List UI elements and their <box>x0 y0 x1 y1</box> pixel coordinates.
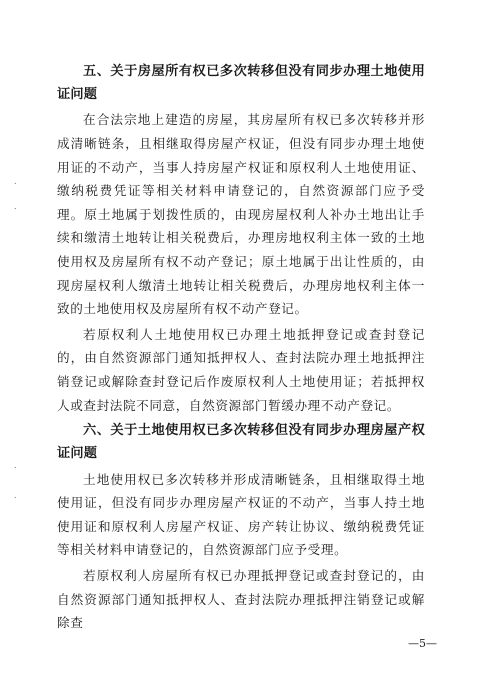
section-5-heading: 五、关于房屋所有权已多次转移但没有同步办理土地使用证问题 <box>57 64 425 103</box>
document-body <box>57 60 425 635</box>
section-6-paragraph-1: 土地使用权已多次转移并形成清晰链条，且相继取得土地使用证，但没有同步办理房屋产权证的不动产，当事人持土地使用证和原权利人房屋产权证、房产转让协议、缴纳税费凭证等相关材料申请登记的，自然资源部门应予受理。 <box>57 471 425 558</box>
section-6-heading: 六、关于土地使用权已多次转移但没有同步办理房屋产权证问题 <box>57 423 425 462</box>
section-6-paragraph-2: 若原权利人房屋所有权已办理抵押登记或查封登记的，由自然资源部门通知抵押权人、查封法院办理抵押注销登记或解除查 <box>57 567 425 631</box>
margin-mark: . <box>14 202 17 211</box>
section-5-paragraph-2: 若原权利人土地使用权已办理土地抵押登记或查封登记的，由自然资源部门通知抵押权人、查封法院办理土地抵押注销登记或解除查封登记后作废原权利人土地使用证；若抵押权人或查封法院不同意，自然资源部门暂缓办理不动产登记。 <box>57 326 425 413</box>
margin-mark: . <box>14 491 17 500</box>
margin-mark: . <box>14 461 17 470</box>
margin-mark: . <box>14 177 17 186</box>
section-5-paragraph-1: 在合法宗地上建造的房屋，其房屋所有权已多次转移并形成清晰链条，且相继取得房屋产权证，但没有同步办理土地使用证的不动产，当事人持房屋产权证和原权利人土地使用证、缴纳税费凭证等相关材料申请登记的，自然资源部门应予受理。原土地属于划拨性质的，由现房屋权利人补办土地出让手续和缴清土地转让相关税费后，办理房地权利主体一致的土地使用权及房屋所有权不动产登记；原土地属于出让性质的，由现房屋权利人缴清土地转让相关税费后，办理房地权利主体一致的土地使用权及房屋所有权不动产登记。 <box>57 112 425 317</box>
page-number: —5— <box>408 637 437 650</box>
